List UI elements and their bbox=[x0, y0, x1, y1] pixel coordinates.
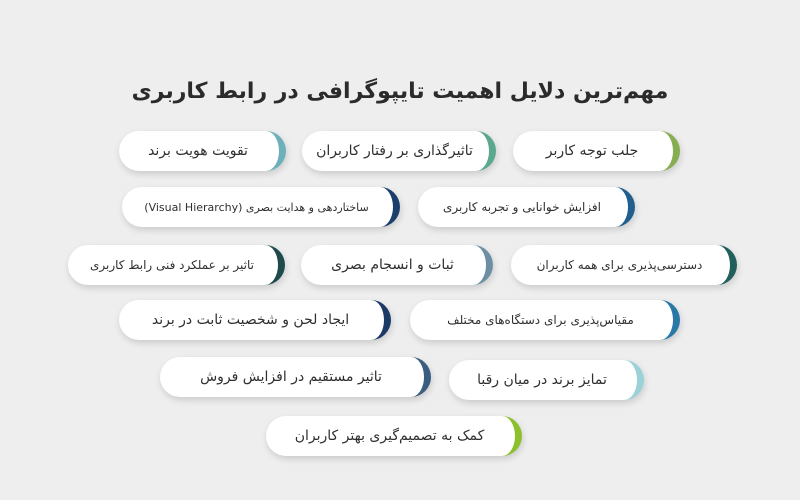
reason-pill-readability bbox=[418, 187, 635, 227]
reason-pill-accessibility bbox=[511, 245, 737, 285]
reason-label: ایجاد لحن و شخصیت ثابت در برند bbox=[151, 312, 350, 328]
diagram-title: مهم‌ترین دلایل اهمیت تایپوگرافی در رابط کاربری bbox=[131, 79, 669, 104]
reason-label: دسترسی‌پذیری برای همه کاربران bbox=[536, 258, 703, 272]
reason-pill-scalability bbox=[410, 300, 680, 340]
reason-label: تاثیرگذاری بر رفتار کاربران bbox=[316, 143, 473, 159]
reason-pill-technical-performance bbox=[68, 245, 285, 285]
reason-label: تمایز برند در میان رقبا bbox=[477, 372, 607, 388]
reason-label: مقیاس‌پذیری برای دستگاه‌های مختلف bbox=[447, 313, 634, 327]
reason-pill-attract-attention bbox=[513, 131, 680, 171]
reason-label: تاثیر بر عملکرد فنی رابط کاربری bbox=[90, 258, 255, 272]
reason-pill-brand-differentiation bbox=[449, 360, 644, 400]
reason-label: تاثیر مستقیم در افزایش فروش bbox=[200, 369, 382, 385]
reason-pill-brand-identity bbox=[119, 131, 286, 171]
reason-label: افزایش خوانایی و تجربه کاربری bbox=[443, 200, 602, 214]
reason-pill-user-behavior bbox=[302, 131, 496, 171]
reason-pill-decision-making bbox=[266, 416, 522, 456]
reason-pill-consistency bbox=[301, 245, 493, 285]
reason-pill-brand-tone bbox=[119, 300, 391, 340]
reason-label: ثبات و انسجام بصری bbox=[331, 257, 454, 273]
reason-pill-visual-hierarchy bbox=[122, 187, 400, 227]
reason-label: تقویت هویت برند bbox=[148, 143, 248, 159]
reason-label: کمک به تصمیم‌گیری بهتر کاربران bbox=[294, 428, 485, 444]
reason-label: ساختاردهی و هدایت بصری (Visual Hierarchy) bbox=[144, 200, 369, 214]
reason-label: جلب توجه کاربر bbox=[545, 143, 639, 159]
reason-pill-sales-impact bbox=[160, 357, 431, 397]
